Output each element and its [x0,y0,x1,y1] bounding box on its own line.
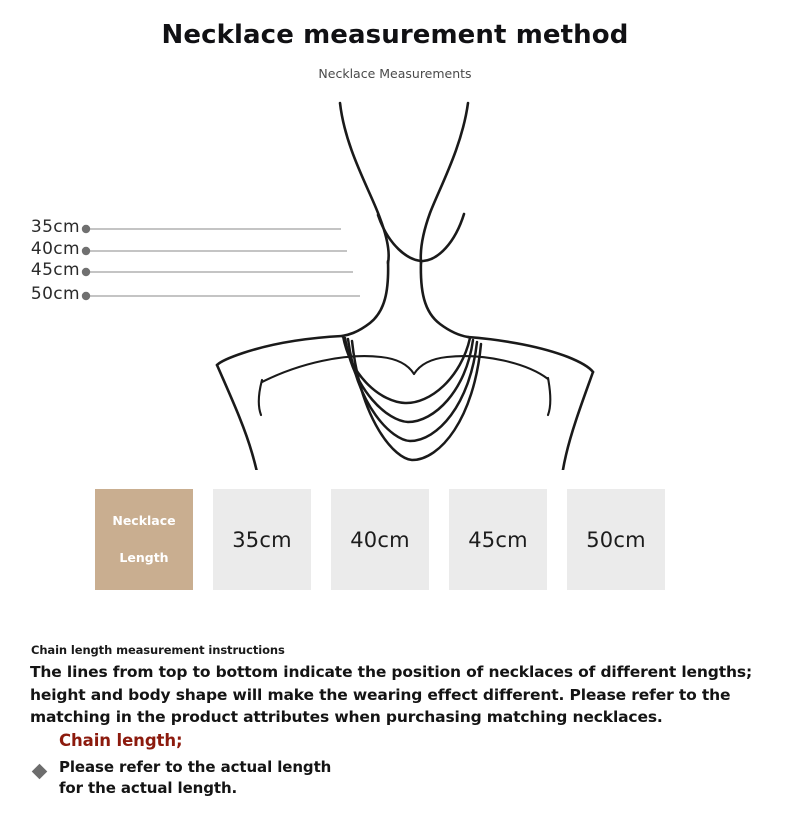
bust-left-curve-path [262,356,414,382]
shoulder-right-path [468,337,593,372]
leader-dot-group [82,225,90,300]
page-title: Necklace measurement method [161,20,629,50]
instructions-heading: Chain length measurement instructions [31,643,285,657]
table-cell-50cm [567,489,665,590]
bust-right-curve-path [414,356,548,379]
table-cell-45cm [449,489,547,590]
table-cell-value: 40cm [350,527,410,552]
leader-dot-35cm [82,225,90,233]
leader-dot-40cm [82,247,90,255]
table-cell-value: 35cm [232,527,292,552]
length-label-40cm: 40cm [30,239,80,259]
table-header-cell [95,489,193,590]
necklace-chain-group [343,336,481,460]
arm-right-path [561,372,593,470]
leader-dot-45cm [82,268,90,276]
length-label-35cm: 35cm [30,217,80,237]
table-cell-40cm [331,489,429,590]
length-label-45cm: 45cm [30,260,80,280]
chain-length-note: Please refer to the actual length for the actual length. [59,758,332,798]
necklace-length-table [95,489,700,590]
bust-right-edge-path [548,378,550,415]
leader-dot-50cm [82,292,90,300]
diamond-bullet-icon [32,764,48,780]
table-header-line2: Length [119,549,169,565]
neck-right-path [421,261,468,337]
chain-length-heading: Chain length; [59,731,183,750]
bust-left-edge-path [259,380,262,415]
length-label-50cm: 50cm [30,284,80,304]
necklace-length-diagram [0,95,790,470]
jawline-right-path [421,103,468,263]
arm-left-path [217,365,260,470]
leader-line-group [88,229,360,296]
instructions-body: The lines from top to bottom indicate the position of necklaces of different lengths; height and body shape will make the wearing effect different. Please refer to the matching in the product attributes when purchasing matching necklaces. [30,663,753,727]
table-header-line1: Necklace [112,513,176,528]
table-cell-35cm [213,489,311,590]
table-cell-value: 45cm [468,527,528,552]
jawline-left-path [340,103,389,263]
table-cell-value: 50cm [586,527,646,552]
page-subtitle: Necklace Measurements [318,66,472,81]
